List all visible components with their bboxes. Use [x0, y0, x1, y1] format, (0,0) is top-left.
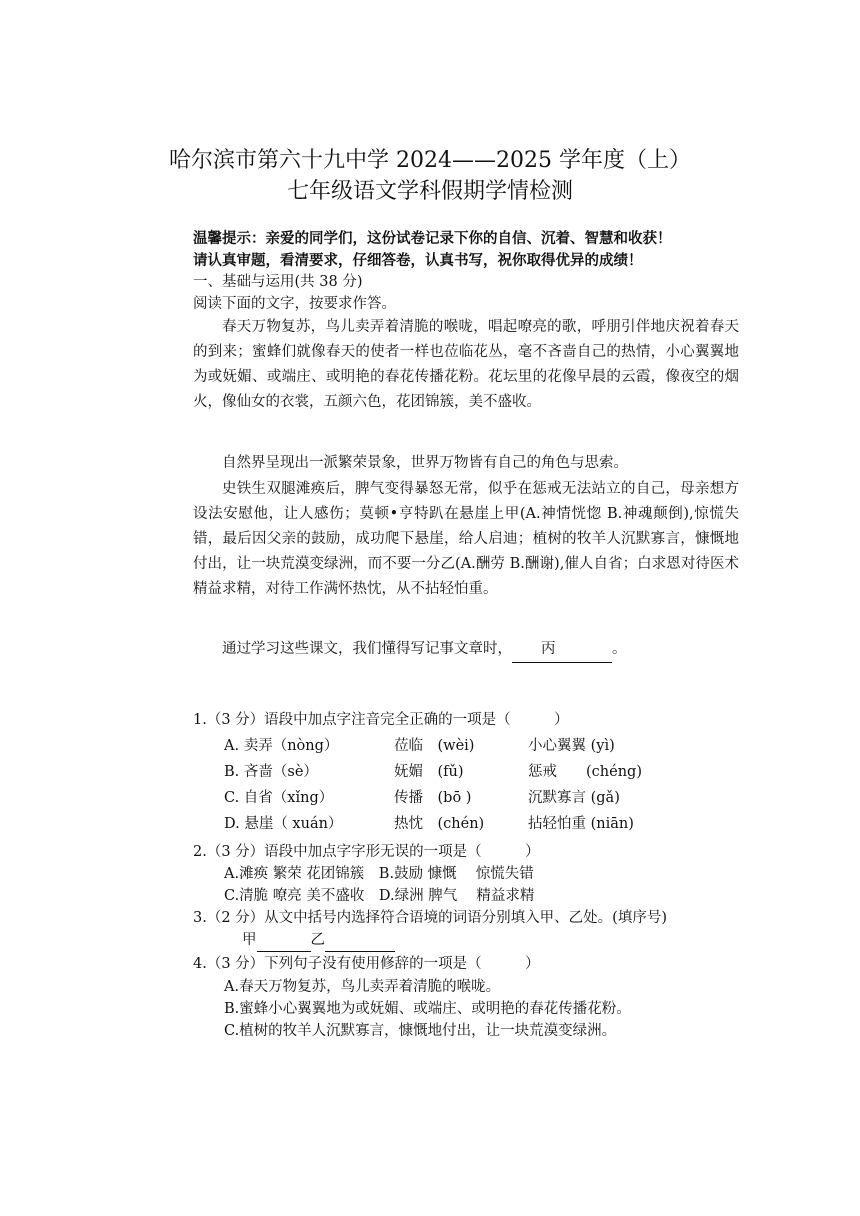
- question-1-option-c[interactable]: [224, 785, 744, 811]
- question-2-options-cd[interactable]: C.清脆 嘹亮 美不盛收 D.绿洲 脾气 精益求精: [224, 888, 535, 904]
- label-yi: 乙: [310, 932, 325, 948]
- question-1-option-b[interactable]: [224, 759, 744, 785]
- p4-suffix: 。: [612, 641, 627, 657]
- question-1-option-a[interactable]: [224, 733, 744, 759]
- exam-title: 哈尔滨市第六十九中学 2024——2025 学年度（上）: [169, 148, 691, 173]
- label-jia: 甲: [242, 932, 257, 948]
- option-cell: 传播 (bō ): [394, 790, 472, 806]
- option-cell: 莅临 (wèi): [394, 738, 475, 754]
- option-cell: 热忱 (chén): [394, 816, 485, 832]
- tip-line-2: 请认真审题，看清要求，仔细答卷，认真书写，祝你取得优异的成绩！: [193, 253, 643, 269]
- exam-subtitle: 七年级语文学科假期学情检测: [286, 179, 573, 204]
- option-cell: C. 自省（xǐng）: [224, 790, 334, 806]
- question-4-option-a[interactable]: A.春天万物复苏，鸟儿卖弄着清脆的喉咙。: [224, 979, 501, 995]
- option-cell: 拈轻怕重 (niān): [528, 816, 634, 832]
- question-4-option-b[interactable]: B.蜜蜂小心翼翼地为或妩媚、或端庄、或明艳的春花传播花粉。: [224, 1001, 631, 1017]
- question-3-stem: 3.（2 分）从文中括号内选择符合语境的词语分别填入甲、乙处。(填序号): [193, 910, 667, 926]
- question-3-answer-line: [242, 929, 395, 952]
- option-cell: B. 吝啬（sè）: [224, 764, 318, 780]
- question-4-option-c[interactable]: C.植树的牧羊人沉默寡言，慷慨地付出，让一块荒漠变绿洲。: [224, 1023, 617, 1039]
- blank-bing-label: 丙: [541, 641, 556, 657]
- section-instruction: 阅读下面的文字，按要求作答。: [193, 296, 396, 312]
- option-cell: 妩媚 (fǔ): [394, 764, 464, 780]
- option-cell: 沉默寡言 (gǎ): [528, 790, 620, 806]
- question-1-stem: 1.（3 分）语段中加点字注音完全正确的一项是（ ）: [193, 712, 569, 728]
- question-2-stem: 2.（3 分）语段中加点字字形无误的一项是（ ）: [193, 844, 540, 860]
- passage-paragraph-4: [193, 637, 739, 663]
- option-cell: A. 卖弄（nòng）: [224, 738, 339, 754]
- option-cell: 惩戒 (chéng): [528, 764, 642, 780]
- section-heading: 一、基础与运用(共 38 分): [193, 274, 363, 290]
- blank-bing[interactable]: [512, 637, 612, 663]
- blank-jia[interactable]: [257, 929, 311, 952]
- question-2-options-ab[interactable]: A.滩痪 繁荣 花团锦簇 B.鼓励 慷慨 惊慌失错: [224, 866, 534, 882]
- passage-paragraph-1: 春天万物复苏，鸟儿卖弄着清脆的喉咙，唱起嘹亮的歌，呼朋引伴地庆祝着春天的到来；蜜蜂们就像春天的使者一样也莅临花丛，毫不吝啬自己的热情，小心翼翼地为或妩媚、或端庄、或明艳的春花传播花粉。花坛里的花像早晨的云霞，像夜空的烟火，像仙女的衣裳，五颜六色，花团锦簇，美不盛收。: [193, 319, 739, 410]
- passage-paragraph-2: 自然界呈现出一派繁荣景象，世界万物皆有自己的角色与思索。: [222, 455, 628, 471]
- option-cell: D. 悬崖（ xuán）: [224, 816, 343, 832]
- p4-prefix: 通过学习这些课文，我们懂得写记事文章时，: [222, 641, 512, 657]
- blank-yi[interactable]: [325, 929, 395, 952]
- question-1-option-d[interactable]: [224, 811, 744, 837]
- passage-paragraph-3: 史铁生双腿滩痪后，脾气变得暴怒无常，似乎在惩戒无法站立的自己，母亲想方设法安慰他，让人感伤；莫顿•亨特趴在悬崖上甲(A.神情恍惚 B.神魂颠倒),惊慌失错，最后因父亲的鼓励，成功爬下悬崖，给人启迪；植树的牧羊人沉默寡言，慷慨地付出，让一块荒漠变绿洲，而不要一分乙(A.酬劳 B.酬谢),催人自省；白求恩对待医术精益求精，对待工作满怀热忱，从不拈轻怕重。: [193, 481, 739, 597]
- option-cell: 小心翼翼 (yì): [528, 738, 615, 754]
- tip-line-1: 温馨提示：亲爱的同学们，这份试卷记录下你的自信、沉着、智慧和收获！: [193, 231, 672, 247]
- question-4-stem: 4.（3 分）下列句子没有使用修辞的一项是（ ）: [193, 956, 540, 972]
